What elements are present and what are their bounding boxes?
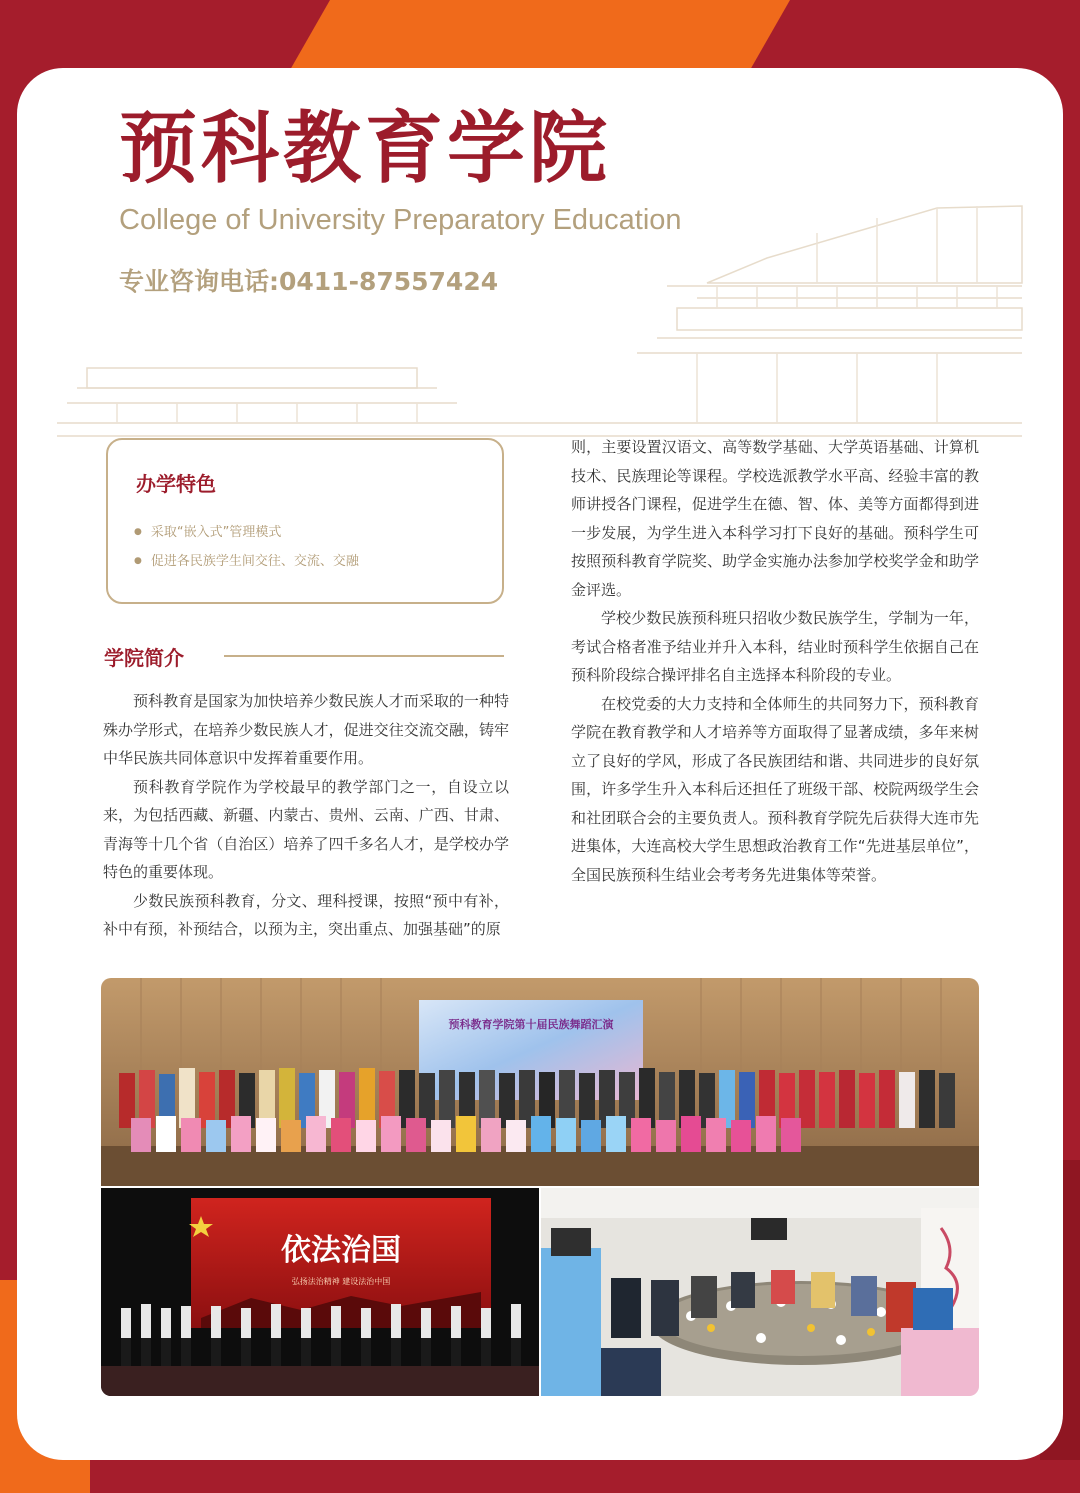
feature-item: ● 促进各民族学生间交往、交流、交融: [134, 547, 359, 576]
feature-item: ● 采取“嵌入式”管理模式: [134, 518, 359, 547]
photo-collage: [101, 978, 979, 1396]
photo-rule-of-law-event: [101, 1188, 539, 1396]
intro-heading: 学院简介: [104, 646, 184, 670]
intro-paragraph: 少数民族预科教育，分文、理科授课，按照“预中有补，补中有预，补预结合，以预为主，突出重点、加强基础”的原: [103, 891, 509, 938]
intro-paragraph: 预科教育是国家为加快培养少数民族人才而采取的一种特殊办学形式，在培养少数民族人才，促进交往交流交融，铸牢中华民族共同体意识中发挥着重要作用。: [103, 692, 509, 767]
page-title: 预科教育学院: [119, 104, 612, 194]
intro-paragraph: 学校少数民族预科班只招收少数民族学生，学制为一年，考试合格者准予结业并升入本科，结业时预科学生依据自己在预科阶段综合操评排名自主选择本科阶段的专业。: [571, 609, 979, 684]
frame-orange-band: [290, 0, 790, 70]
features-title: 办学特色: [136, 472, 216, 496]
brochure-card: [17, 68, 1063, 1460]
photo-meeting-room: [541, 1188, 979, 1396]
consult-hotline: 专业咨询电话:0411-87557424: [119, 267, 499, 296]
features-list: [134, 518, 359, 576]
features-box: [106, 438, 504, 604]
stage-screen-title: 预科教育学院第十届民族舞蹈汇演: [448, 1018, 614, 1031]
page-subtitle-en: College of University Preparatory Education: [119, 204, 682, 236]
intro-column-right: [571, 433, 979, 889]
intro-column-left: [103, 687, 509, 944]
photo-stage-performance: [101, 978, 979, 1186]
intro-paragraph-continued: 则，主要设置汉语文、高等数学基础、大学英语基础、计算机技术、民族理论等课程。学校选派教学水平高、经验丰富的教师讲授各门课程，促进学生在德、智、体、美等方面都得到进一步发展，为学生进入本科学习打下良好的基础。预科学生可按照预科教育学院奖、助学金实施办法参加学校奖学金和助学金评选。: [571, 438, 979, 599]
rule-of-law-banner: 依法治国: [281, 1233, 401, 1268]
intro-paragraph: 在校党委的大力支持和全体师生的共同努力下，预科教育学院在教育教学和人才培养等方面取得了显著成绩，多年来树立了良好的学风，形成了各民族团结和谐、共同进步的良好氛围，许多学生升入本科后还担任了班级干部、校院两级学生会和社团联合会的主要负责人。预科教育学院先后获得大连市先进集体，大连高校大学生思想政治教育工作“先进基层单位”，全国民族预科生结业会考考务先进集体等荣誉。: [571, 694, 979, 884]
intro-paragraph: 预科教育学院作为学校最早的教学部门之一，自设立以来，为包括西藏、新疆、内蒙古、贵州、云南、广西、甘肃、青海等十几个省（自治区）培养了四千多名人才，是学校办学特色的重要体现。: [103, 777, 509, 881]
intro-divider: [224, 655, 504, 657]
rule-of-law-subtitle: 弘扬法治精神 建设法治中国: [291, 1277, 391, 1286]
